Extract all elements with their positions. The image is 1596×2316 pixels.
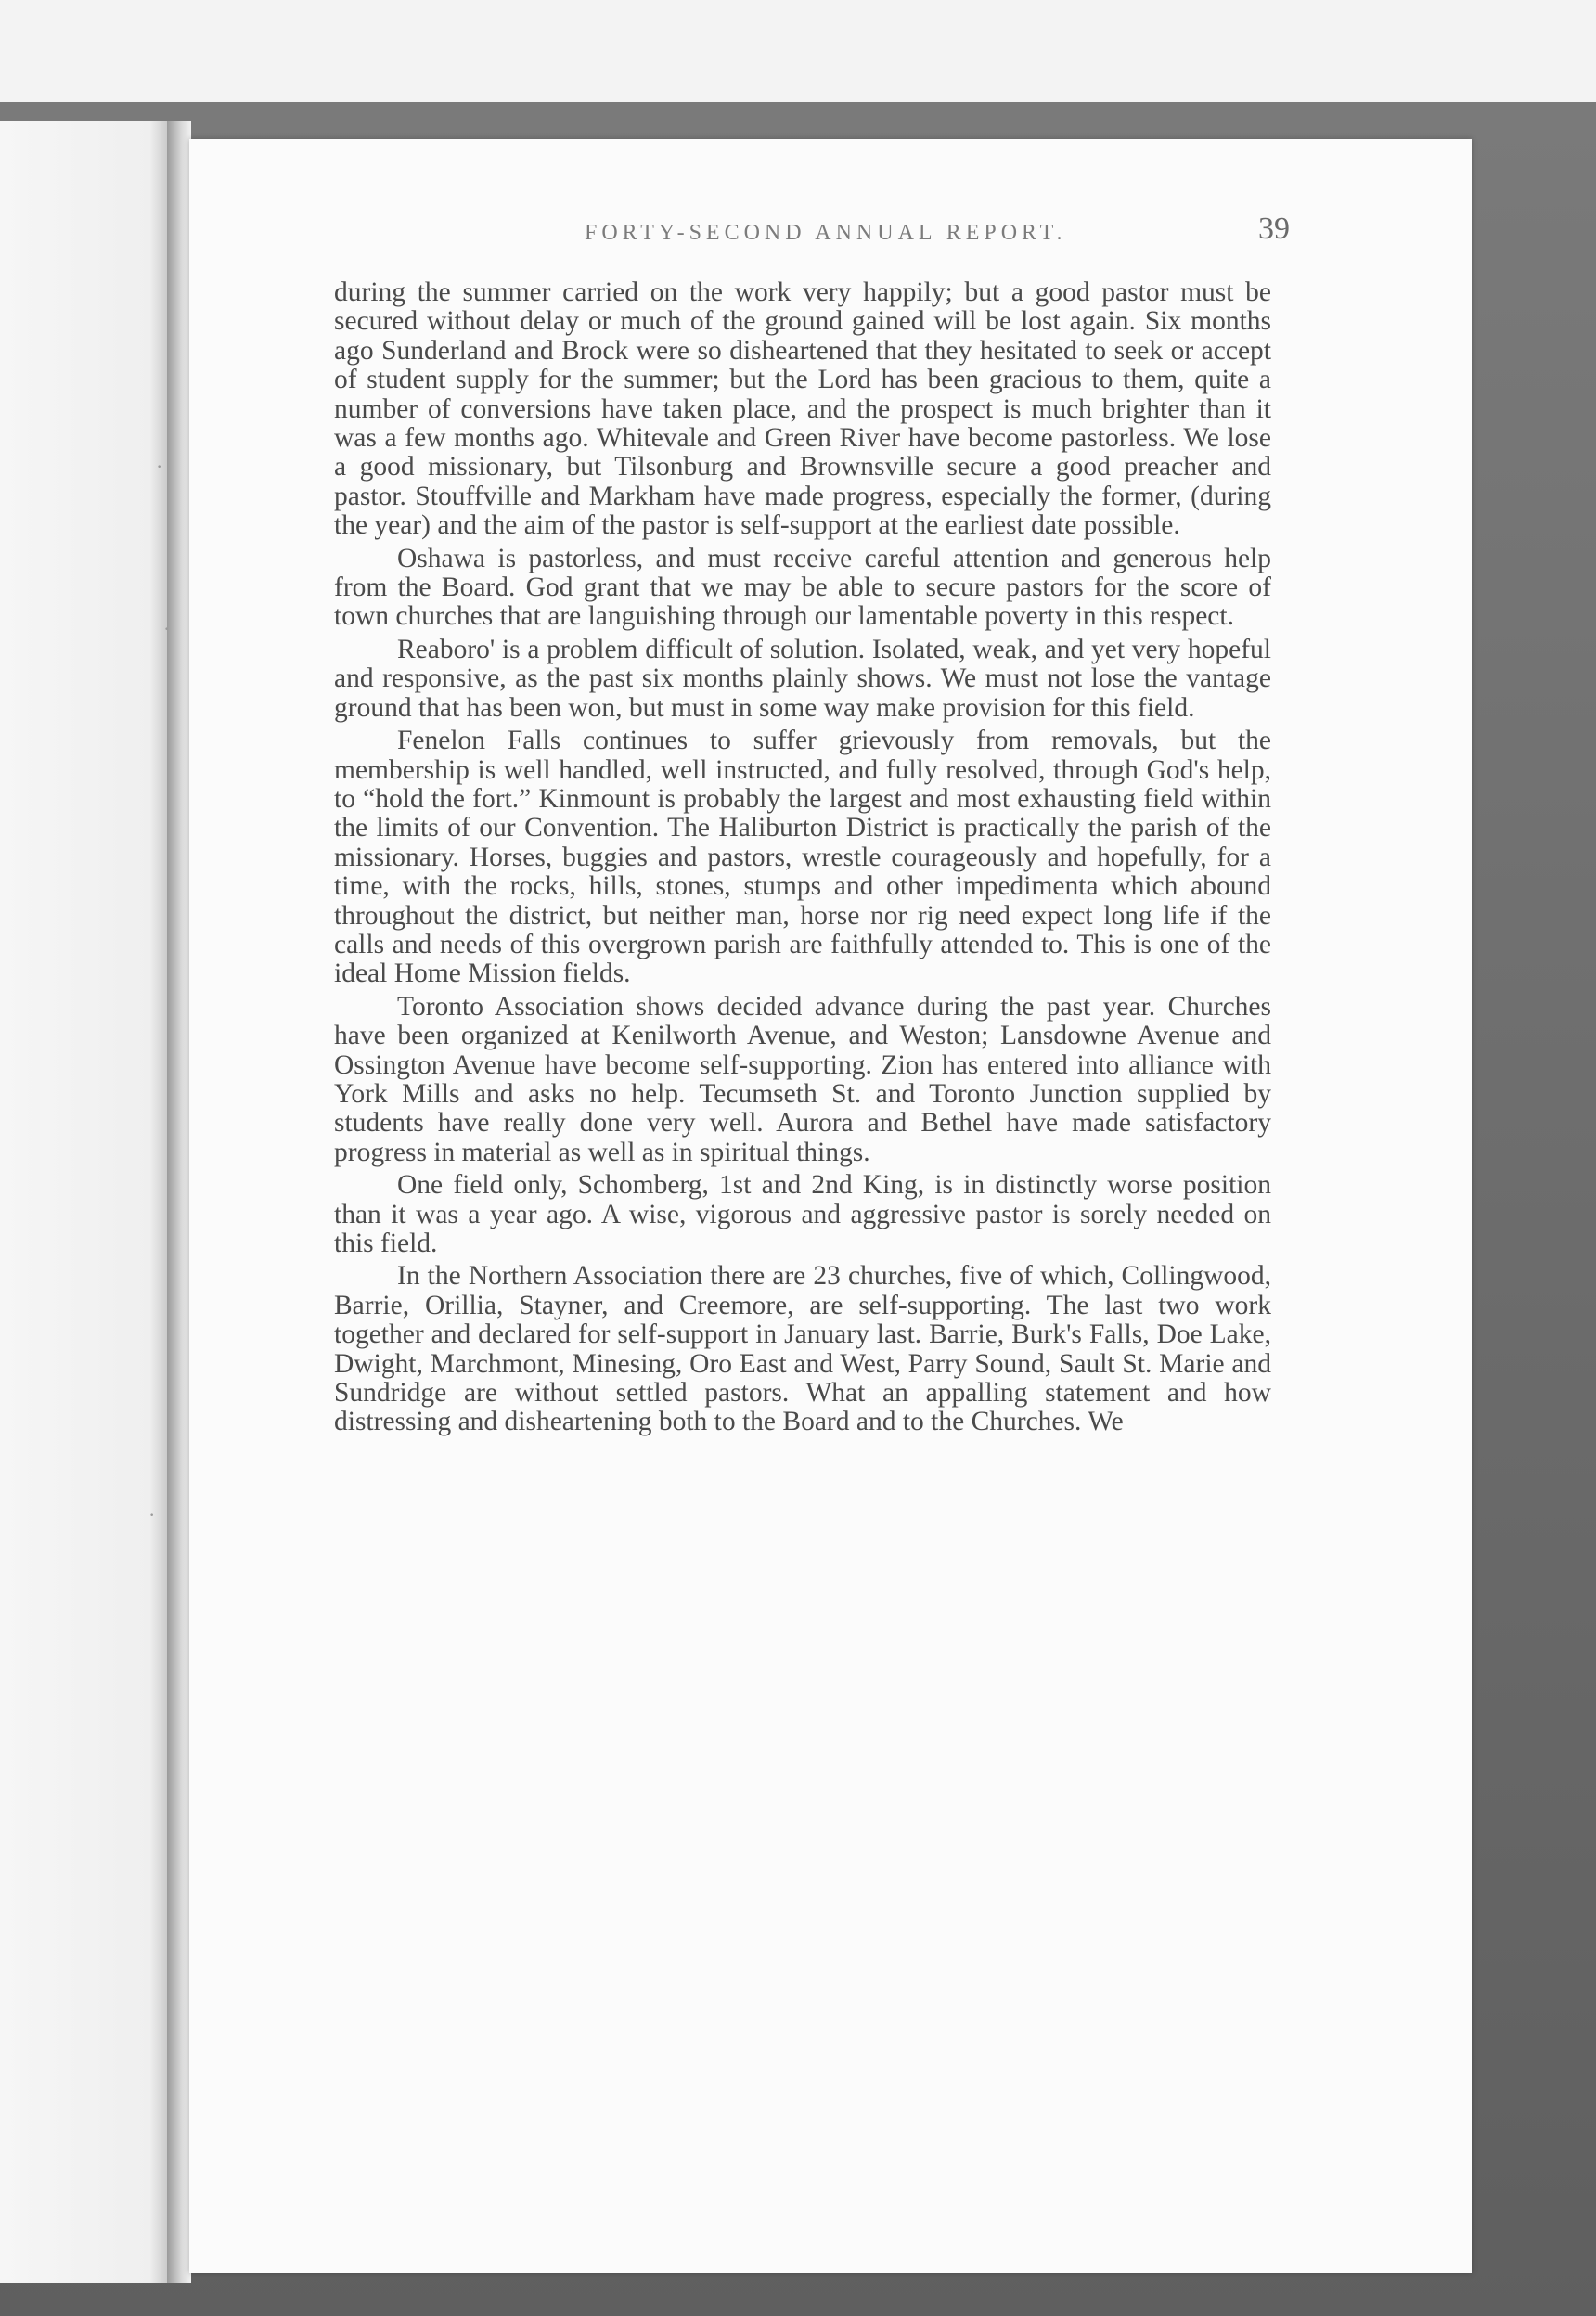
scan-background-top — [0, 0, 1596, 111]
facing-page-edge — [0, 121, 176, 2283]
paragraph: Toronto Association shows decided advance during the past year. Churches have been organized at Kenilworth Avenue, and Weston; Lansdowne Avenue and Ossington Avenue have become self-supporting. Zion has entered into alliance with York Mills and asks no help. Tecumseth St. and Toronto Junction supplied by students have really done very well. Aurora and Bethel have made satisfactory progress in material as well as in spiritual things. — [334, 991, 1271, 1167]
margin-mark: · — [148, 1503, 156, 1526]
paragraph: Fenelon Falls continues to suffer grievously from removals, but the membership is well handled, well instructed, and fully resolved, through God's help, to “hold the fort.” Kinmount is probably the largest and most exhausting field within the limits of our Convention. The Haliburton District is practically the parish of the missionary. Horses, buggies and pastors, wrestle courageously and hopefully, for a time, with the rocks, hills, stones, stumps and other impedimenta which abound throughout the district, but neither man, horse nor rig need expect long life if the calls and needs of this overgrown parish are faithfully attended to. This is one of the ideal Home Mission fields. — [334, 726, 1271, 989]
paragraph: Reaboro' is a problem difficult of solution. Isolated, weak, and yet very hopeful and responsive, as the past six months plainly shows. We must not lose the vantage ground that has been won, but must in some way make provision for this field. — [334, 634, 1271, 723]
book-gutter — [167, 121, 191, 2283]
margin-mark: · — [156, 455, 163, 478]
margin-mark: · — [163, 617, 171, 640]
paragraph: In the Northern Association there are 23 churches, five of which, Collingwood, Barrie, Orillia, Stayner, and Creemore, are self-supporting. The last two work together and declared for self-support in January last. Barrie, Burk's Falls, Doe Lake, Dwight, Marchmont, Minesing, Oro East and West, Parry Sound, Sault St. Marie and Sundridge are without settled pastors. What an appalling statement and how distressing and disheartening both to the Board and to the Churches. We — [334, 1261, 1271, 1437]
page-header — [371, 212, 1290, 249]
body-text — [334, 278, 1271, 1441]
paragraph: Oshawa is pastorless, and must receive careful attention and generous help from the Board. God grant that we may be able to secure pastors for the score of town churches that are languishing through our lamentable poverty in this respect. — [334, 543, 1271, 632]
running-head: FORTY-SECOND ANNUAL REPORT. — [585, 221, 1067, 245]
page-number: 39 — [1258, 212, 1290, 246]
paragraph: One field only, Schomberg, 1st and 2nd King, is in distinctly worse position than it was a year ago. A wise, vigorous and aggressive pastor is sorely needed on this field. — [334, 1170, 1271, 1258]
paragraph: during the summer carried on the work very happily; but a good pastor must be secured without delay or much of the ground gained will be lost again. Six months ago Sunderland and Brock were so disheartened that they hesitated to seek or accept of student supply for the summer; but the Lord has been gracious to them, quite a number of conversions have taken place, and the prospect is much brighter than it was a few months ago. Whitevale and Green River have become pastorless. We lose a good missionary, but Tilsonburg and Brownsville secure a good preacher and pastor. Stouffville and Markham have made progress, especially the former, (during the year) and the aim of the pastor is self-support at the earliest date possible. — [334, 277, 1271, 541]
